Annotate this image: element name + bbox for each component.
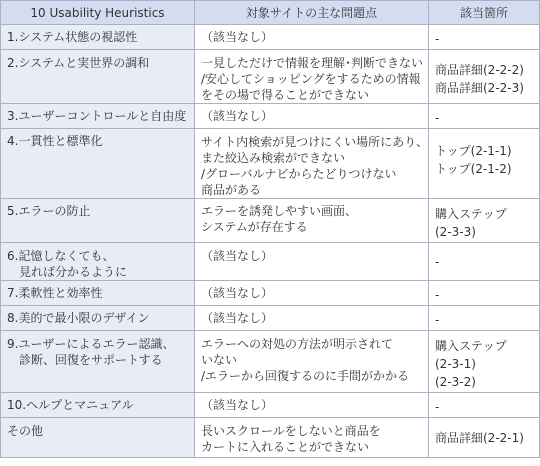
header-locations: 該当箇所: [429, 1, 540, 25]
heuristic-cell: [1, 50, 195, 104]
problem-text: エラーへの対処の方法が明示されて: [201, 337, 394, 351]
heuristic-text: 2.システムと実世界の調和: [7, 56, 150, 70]
heuristic-text: 6.記憶しなくても、: [7, 249, 115, 263]
location-text: 購入ステップ: [435, 339, 507, 353]
header-heuristics: 10 Usability Heuristics: [1, 1, 195, 25]
problem-text: （該当なし）: [201, 30, 274, 44]
table-body: [1, 25, 540, 458]
location-cell: [429, 25, 540, 50]
problem-text: エラーを誘発しやすい画面、: [201, 204, 358, 218]
heuristic-cell: [1, 281, 195, 306]
problem-cell: [195, 104, 429, 129]
table-row: [1, 306, 540, 331]
table-row: [1, 243, 540, 281]
location-cell: [429, 104, 540, 129]
problem-cell: [195, 418, 429, 458]
problem-text: をその場で得ることができない: [201, 88, 370, 102]
table-row: [1, 104, 540, 129]
problem-cell: [195, 281, 429, 306]
problem-cell: [195, 306, 429, 331]
location-cell: [429, 50, 540, 104]
location-cell: [429, 281, 540, 306]
problem-text: （該当なし）: [201, 398, 274, 412]
table-row: [1, 129, 540, 199]
heuristic-text: 3.ユーザーコントロールと自由度: [7, 109, 187, 123]
problem-text: （該当なし）: [201, 286, 274, 300]
location-text: -: [435, 288, 440, 302]
problem-text: サイト内検索が見つけにくい場所にあり、: [201, 135, 429, 149]
problem-text: 一見しただけで情報を理解･判断できない: [201, 56, 424, 70]
location-cell: [429, 306, 540, 331]
problem-cell: [195, 129, 429, 199]
heuristic-cell: [1, 393, 195, 418]
location-cell: [429, 331, 540, 393]
location-text: -: [435, 400, 440, 414]
heuristic-cell: [1, 418, 195, 458]
problem-text: （該当なし）: [201, 249, 274, 263]
heuristic-text: 9.ユーザーによるエラー認識、: [7, 337, 175, 351]
location-cell: [429, 418, 540, 458]
heuristic-cell: [1, 243, 195, 281]
heuristic-text: 診断、回復をサポートする: [7, 353, 163, 367]
problem-cell: [195, 393, 429, 418]
problem-text: カートに入れることができない: [201, 440, 370, 454]
table-row: [1, 281, 540, 306]
problem-cell: [195, 243, 429, 281]
table-row: [1, 393, 540, 418]
heuristic-text: 7.柔軟性と効率性: [7, 286, 103, 300]
heuristic-text: その他: [7, 424, 44, 438]
heuristic-cell: [1, 25, 195, 50]
heuristic-cell: [1, 331, 195, 393]
heuristic-text: 見れば分かるように: [7, 265, 128, 279]
problem-text: （該当なし）: [201, 311, 274, 325]
problem-text: /グローバルナビからたどりつけない: [201, 167, 397, 181]
location-text: (2-3-3): [435, 225, 476, 239]
problem-cell: [195, 199, 429, 243]
problem-text: また絞込み検索ができない: [201, 151, 346, 165]
location-text: -: [435, 313, 440, 327]
heuristic-text: 10.ヘルプとマニュアル: [7, 398, 134, 412]
problem-cell: [195, 25, 429, 50]
location-text: トップ(2-1-1): [435, 144, 512, 158]
problem-cell: [195, 331, 429, 393]
location-text: -: [435, 111, 440, 125]
heuristic-cell: [1, 104, 195, 129]
location-text: 商品詳細(2-2-1): [435, 430, 524, 445]
header-problems: 対象サイトの主な問題点: [195, 1, 429, 25]
problem-text: システムが存在する: [201, 220, 308, 234]
heuristic-text: 1.システム状態の視認性: [7, 30, 138, 44]
problem-text: /安心してショッピングをするための情報: [201, 72, 421, 86]
heuristic-cell: [1, 306, 195, 331]
location-text: 商品詳細(2-2-3): [435, 81, 524, 95]
heuristic-cell: [1, 199, 195, 243]
table-row: [1, 418, 540, 458]
problem-text: 商品がある: [201, 183, 262, 197]
location-text: 購入ステップ: [435, 207, 507, 221]
heuristic-text: 4.一貫性と標準化: [7, 134, 103, 148]
heuristic-text: 8.美的で最小限のデザイン: [7, 311, 150, 325]
heuristic-text: 5.エラーの防止: [7, 204, 91, 218]
heuristic-cell: [1, 129, 195, 199]
problem-text: （該当なし）: [201, 109, 274, 123]
table-row: [1, 199, 540, 243]
table-row: [1, 331, 540, 393]
location-cell: [429, 129, 540, 199]
location-cell: [429, 243, 540, 281]
location-cell: [429, 393, 540, 418]
location-text: (2-3-1): [435, 357, 476, 371]
problem-text: /エラーから回復するのに手間がかかる: [201, 369, 410, 383]
table-row: [1, 50, 540, 104]
header-row: [1, 1, 540, 25]
problem-text: 長いスクロールをしないと商品を: [201, 424, 381, 438]
location-cell: [429, 199, 540, 243]
location-text: -: [435, 32, 440, 46]
table-row: [1, 25, 540, 50]
problem-text: いない: [201, 353, 238, 367]
location-text: -: [435, 254, 440, 269]
problem-cell: [195, 50, 429, 104]
location-text: トップ(2-1-2): [435, 162, 512, 176]
location-text: (2-3-2): [435, 375, 476, 389]
location-text: 商品詳細(2-2-2): [435, 63, 524, 77]
